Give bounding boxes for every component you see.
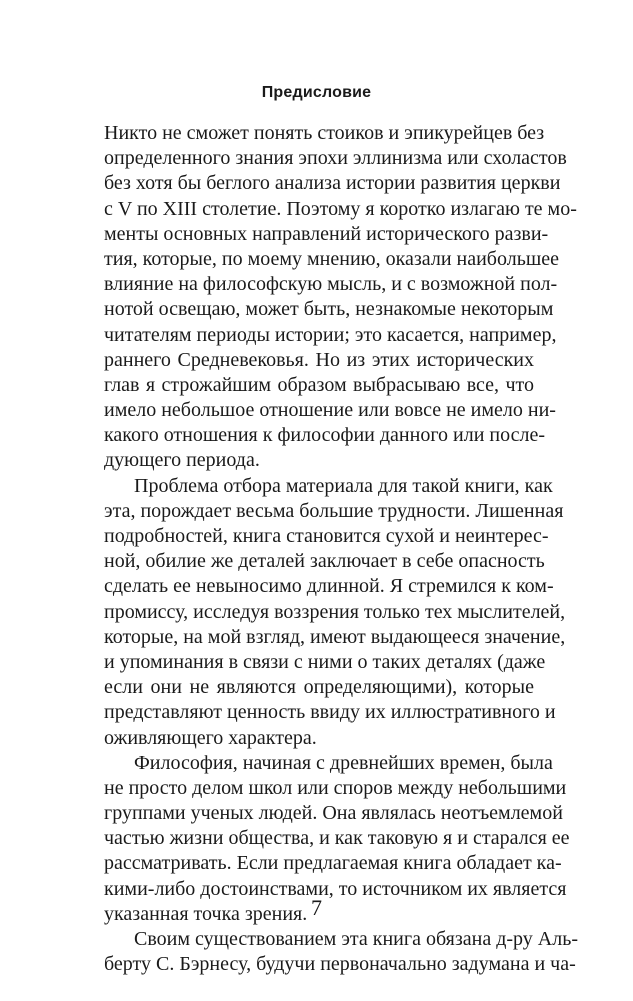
text-line: подробностей, книга становится сухой и неинтерес- bbox=[104, 525, 549, 547]
text-line: раннего Средневековья. Но из этих исторических bbox=[104, 348, 534, 371]
text-line: если они не являются определяющими), которые bbox=[104, 676, 534, 699]
text-line: влияние на философскую мысль, и с возможной пол- bbox=[104, 273, 558, 296]
text-line: эта, порождает весьма большие трудности. Лишенная bbox=[104, 499, 564, 522]
text-line: промиссу, исследуя воззрения только тех мыслителей, bbox=[104, 600, 566, 623]
text-line: которые, на мой взгляд, имеют выдающееся значение, bbox=[104, 625, 566, 648]
body-text bbox=[104, 121, 578, 977]
text-line: берту С. Бэрнесу, будучи первоначально задумана и ча- bbox=[104, 953, 576, 976]
text-line: имело небольшое отношение или вовсе не имело ни- bbox=[104, 399, 556, 422]
text-line: кими-либо достоинствами, то источником их является bbox=[104, 877, 567, 900]
text-line: Никто не сможет понять стоиков и эпикурейцев без bbox=[104, 122, 545, 144]
text-line: рассматривать. Если предлагаемая книга обладает ка- bbox=[104, 852, 562, 875]
text-line: и упоминания в связи с ними о таких деталях (даже bbox=[104, 650, 546, 673]
text-line: Философия, начиная с древнейших времен, была bbox=[134, 751, 553, 774]
text-line: дующего периода. bbox=[104, 449, 260, 472]
text-line: нотой освещаю, может быть, незнакомые некоторым bbox=[104, 298, 554, 321]
text-line: представляют ценность ввиду их иллюстративного и bbox=[104, 701, 556, 724]
text-line: без хотя бы беглого анализа истории развития церкви bbox=[104, 172, 561, 195]
text-line: не просто делом школ или споров между небольшими bbox=[104, 776, 567, 799]
text-line: тия, которые, по моему мнению, оказали наибольшее bbox=[104, 247, 559, 270]
text-line: сделать ее невыносимо длинной. Я стремился к ком- bbox=[104, 575, 554, 598]
text-line: Своим существованием эта книга обязана д-ру Аль- bbox=[134, 928, 578, 950]
text-line: менты основных направлений исторического разви- bbox=[104, 222, 549, 245]
text-line: Проблема отбора материала для такой книги, как bbox=[134, 474, 553, 497]
text-line: группами ученых людей. Она являлась неотъемлемой bbox=[104, 802, 563, 825]
text-line: определенного знания эпохи эллинизма или схоластов bbox=[104, 147, 567, 170]
text-line: ной, обилие же деталей заключает в себе опасность bbox=[104, 550, 545, 573]
text-line: указанная точка зрения. bbox=[104, 902, 308, 925]
text-line: какого отношения к философии данного или после- bbox=[104, 424, 546, 447]
text-line: читателям периоды истории; это касается, например, bbox=[104, 323, 557, 346]
section-heading: Предисловие bbox=[261, 84, 372, 101]
text-line: частью жизни общества, и как таковую я и старался ее bbox=[104, 827, 570, 850]
text-line: с V по XIII столетие. Поэтому я коротко излагаю те мо- bbox=[104, 197, 577, 220]
page-number: 7 bbox=[311, 895, 322, 920]
text-line: оживляющего характера. bbox=[104, 726, 317, 749]
text-line: глав я строжайшим образом выбрасываю все, что bbox=[104, 373, 534, 396]
